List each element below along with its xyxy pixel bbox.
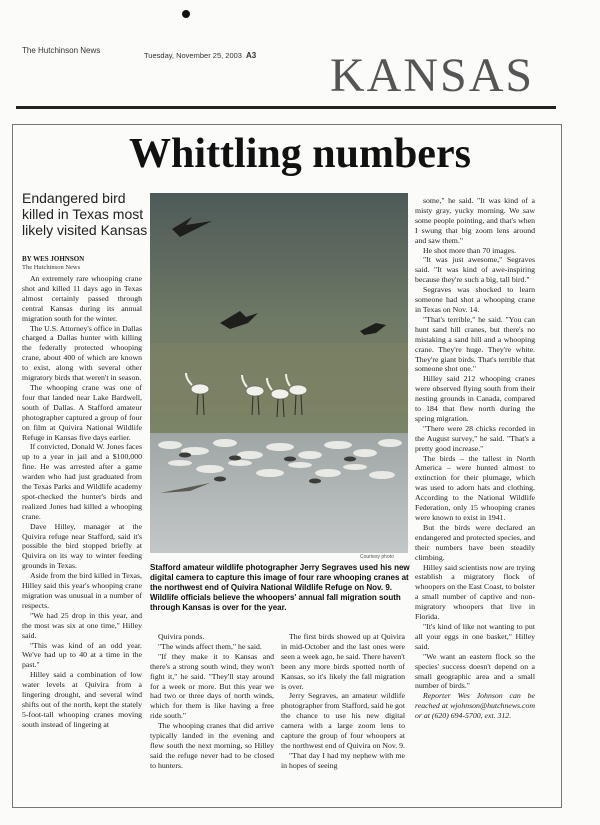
paragraph: Hilley said scientists now are trying establish a migratory flock of whoopers on the East Coast, to bolster a small number of captive and non-migratory whoopers that live in Florida.: [415, 562, 535, 622]
paragraph: An extremely rare whooping crane shot and killed 11 days ago in Texas almost certainly passed through central Kansas during its annual migration south for the winter.: [22, 274, 142, 323]
column-3: [281, 632, 405, 771]
paragraph: "We had 25 drop in this year, and the most was six at one time," Hilley said.: [22, 610, 142, 640]
paragraph: Hilley said a combination of low water levels at Quivira from a lingering drought, and several wind shifts out of the north, kept the stately 5-foot-tall whooping cranes moving south instead of lingering at: [22, 670, 142, 729]
byline: BY WES JOHNSON: [22, 255, 85, 263]
paragraph: Segraves was shocked to learn someone had shot a whooping crane in Texas on Nov. 14.: [415, 285, 535, 314]
paragraph: Hilley said 212 whooping cranes were observed flying south from their nesting grounds in Canada, compared to 184 that flew north during the spring migration.: [415, 374, 535, 423]
photo-caption: Stafford amateur wildlife photographer Jerry Segraves used his new digital camera to capture this image of four rare whooping cranes at the northwest end of Quivira National Wildlife Refuge on Nov. 9. Wildlife officials believe the whoopers' annual fall migration south through Kansas is over for the year.: [150, 563, 410, 612]
paragraph: Dave Hilley, manager at the Quivira refuge near Stafford, said it's possible the bird stopped briefly at Quivira on its way to winter feeding grounds in Texas.: [22, 521, 142, 571]
column-1: [22, 274, 142, 730]
paragraph: "The winds affect them," he said.: [158, 641, 262, 651]
crane-photo: [150, 193, 408, 553]
publication-name: The Hutchinson News: [22, 46, 101, 55]
crane-photo-image: [150, 193, 408, 553]
paragraph: Reporter Wes Johnson can be reached at wjohnson@hutchnews.com or at (620) 694-5700, ext. 312.: [415, 691, 535, 721]
paragraph: The whooping cranes that did arrive typically landed in the evening and flew south the next morning, so Hilley said the refuge never had to be closed to hunters.: [150, 721, 274, 770]
paragraph: Quivira ponds.: [158, 632, 205, 641]
deck: Endangered bird killed in Texas most likely visited Kansas: [22, 190, 148, 238]
masthead-rule: [16, 106, 556, 109]
headline: Whittling numbers: [129, 131, 471, 177]
paragraph: Jerry Segraves, an amateur wildlife photographer from Stafford, said he got the chance to use his new digital camera with a large zoom lens to capture the group of four whoopers at the northwest end of Quivira on Nov. 9.: [281, 691, 406, 750]
paragraph: If convicted, Donald W. Jones faces up to a year in jail and a $100,000 fine. He was arrested after a game warden who had just graduated from the Texas Parks and Wildlife academy spot-checked the hunter's birds and realized Jones had killed a whooping crane.: [22, 442, 142, 521]
photo-credit: Courtesy photo: [360, 554, 394, 560]
section-title: KANSAS: [330, 49, 535, 102]
paragraph: "There were 28 chicks recorded in the August survey," he said. "That's a pretty good increase.": [415, 423, 535, 453]
paragraph: Aside from the bird killed in Texas, Hilley said this year's whooping crane migration was unusual in a number of respects.: [22, 571, 142, 610]
paragraph: He shot more than 70 images.: [423, 245, 517, 255]
issue-date: [144, 51, 256, 60]
column-4: [415, 196, 535, 721]
paragraph: "That's terrible," he said. "You can hunt sand hill cranes, but there's no mistaking a sand hill and a whooping crane. They're huge. They're white. They're giant birds. That's terrible that someone shot one.": [415, 314, 535, 374]
paragraph: The whooping crane was one of four that landed near Lake Bardwell, south of Dallas. A Stafford amateur photographer captured a group of four on film at Quivira National Wildlife Refuge in Kansas five days earlier.: [22, 382, 142, 442]
paragraph: "We want an eastern flock so the species' success doesn't depend on a small geographic area and a small number of birds.": [415, 651, 535, 691]
paragraph: "It was just awesome," Segraves said. "It was kind of awe-inspiring because they're such a big, tall bird.": [415, 255, 535, 285]
paragraph: "If they make it to Kansas and there's a strong south wind, they won't fight it," he said. "They'll stay around for a week or more. But this year we had two or three days of north winds, which for them is like having a free ride south.": [150, 651, 274, 721]
paragraph: The U.S. Attorney's office in Dallas charged a Dallas hunter with killing the federally protected whooping crane, about 400 of which are known to exist, along with several other migratory birds that weren't in season.: [22, 323, 142, 383]
column-2: [150, 632, 274, 771]
paragraph: But the birds were declared an endangered and protected species, and their numbers have been steadily climbing.: [415, 522, 535, 562]
paragraph: some," he said. "It was kind of a misty gray, yucky morning. We saw some people pointing, and that's when I swung that big zoom lens around and saw them.": [415, 196, 535, 245]
page-number: A3: [245, 51, 257, 60]
date-text: Tuesday, November 25, 2003: [144, 51, 242, 60]
paragraph: "That day I had my nephew with me in hopes of seeing: [281, 750, 405, 770]
byline-agency: The Hutchinson News: [22, 264, 81, 271]
paragraph: "This was kind of an odd year. We've had up to 40 at a time in the past.": [22, 640, 142, 670]
paragraph: The first birds showed up at Quivira in mid-October and the last ones were seen a week ago, he said. There haven't been any more birds spotted north of Kansas, so it's likely the fall migration is over.: [281, 632, 405, 691]
paragraph: The birds – the tallest in North America – were hunted almost to extinction for their plumage, which was used to adorn hats and clothing. According to the National Wildlife Federation, only 15 whooping cranes were known to exist in 1941.: [415, 453, 535, 522]
punch-hole: [182, 10, 190, 18]
paragraph: "It's kind of like not wanting to put all your eggs in one basket," Hilley said.: [415, 621, 535, 651]
